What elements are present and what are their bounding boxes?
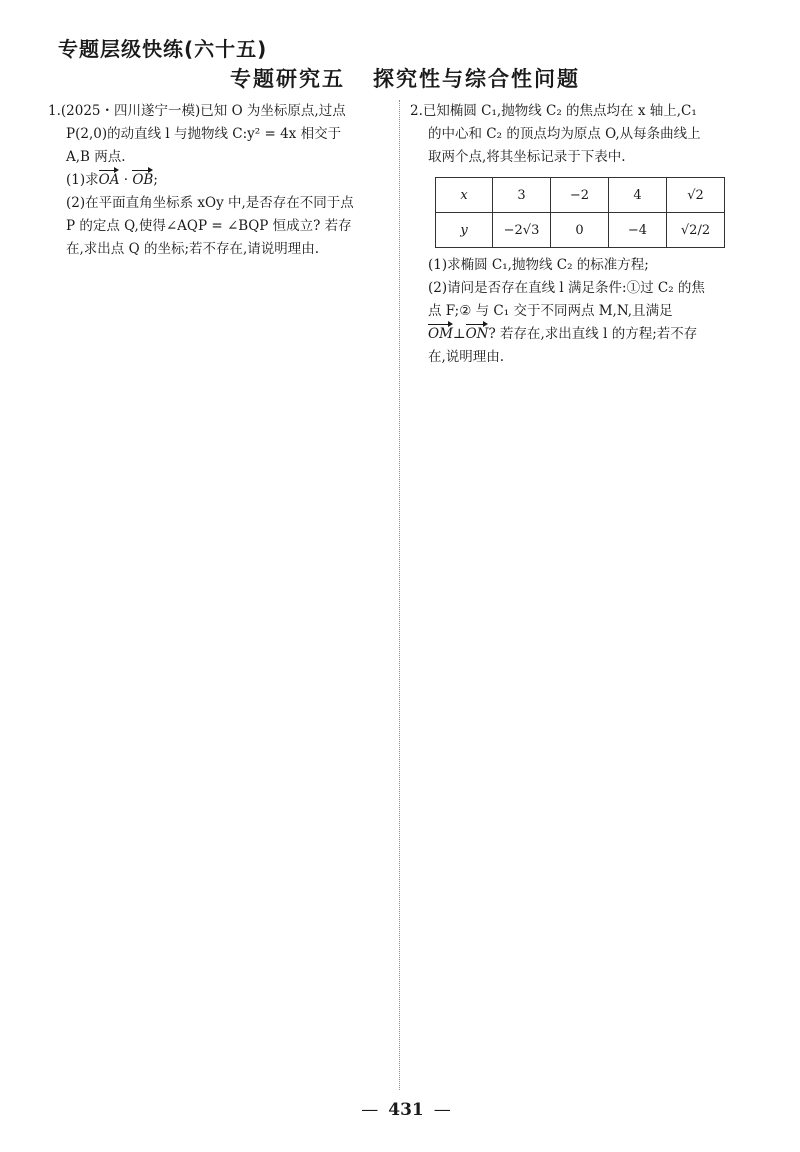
problem-2-intro-1: 已知椭圆 C₁,抛物线 C₂ 的焦点均在 x 轴上,C₁ [422,103,697,119]
problem-2 [410,100,765,369]
table-cell: √2 [667,178,725,213]
problem-1-intro-2: P(2,0)的动直线 l 与抛物线 C:y² = 4x 相交于 [66,126,342,142]
problem-1-part-2-line-1: (2)在平面直角坐标系 xOy 中,是否存在不同于点 [66,195,354,211]
problem-1-part-1 [48,169,388,192]
footer-dash-left: — [361,1100,379,1120]
problem-1 [48,100,388,261]
coordinate-table [435,177,725,248]
vector-on: ON [466,323,489,346]
problem-2-part-1: (1)求椭圆 C₁,抛物线 C₂ 的标准方程; [428,257,649,273]
dot-operator: · [119,172,133,188]
topic-name: 探究性与综合性问题 [373,67,580,91]
problem-1-number: 1. [48,103,61,119]
problem-2-part-2-line-1: (2)请问是否存在直线 l 满足条件:①过 C₂ 的焦 [428,280,705,296]
table-cell: 0 [551,213,609,248]
vector-om: OM [428,323,453,346]
vector-ob: OB [132,169,153,192]
problem-2-intro-2: 的中心和 C₂ 的顶点均为原点 O,从每条曲线上 [428,126,701,142]
page-footer [0,1100,800,1120]
problem-2-part-2-line-2: 点 F;② 与 C₁ 交于不同两点 M,N,且满足 [428,303,673,319]
part-1-prefix: (1)求 [66,172,99,188]
table-header-y: y [436,213,493,248]
table-cell: 3 [493,178,551,213]
page-number: 431 [388,1100,424,1120]
problem-1-intro-3: A,B 两点. [66,149,126,165]
column-divider [399,100,400,1090]
problem-1-part-2-line-3: 在,求出点 Q 的坐标;若不存在,请说明理由. [66,241,320,257]
problem-1-part-2-line-2: P 的定点 Q,使得∠AQP = ∠BQP 恒成立? 若存 [66,218,352,234]
perpendicular-symbol: ⊥ [452,326,466,342]
part-1-suffix: ; [153,172,158,188]
topic-number: 专题研究五 [230,67,345,91]
series-title: 专题层级快练(六十五) [58,37,268,61]
problem-2-number: 2. [410,103,423,119]
table-row-x [436,178,725,213]
problem-2-line-1 [410,100,765,123]
problem-1-intro-1: 已知 O 为坐标原点,过点 [200,103,346,119]
footer-dash-right: — [433,1100,451,1120]
problem-2-part-2-line-3 [410,323,765,346]
problem-2-part-2-last: 在,说明理由. [428,349,505,365]
problem-1-source: (2025・四川遂宁一模) [60,103,201,119]
problem-1-line-1 [48,100,388,123]
vector-oa: OA [99,169,120,192]
table-row-y [436,213,725,248]
table-header-x: x [436,178,493,213]
table-cell: −2 [551,178,609,213]
topic-title [0,63,800,93]
table-cell: √2/2 [667,213,725,248]
problem-2-intro-3: 取两个点,将其坐标记录于下表中. [428,149,626,165]
table-cell: −2√3 [493,213,551,248]
table-cell: −4 [609,213,667,248]
problem-2-part-2-tail: ? 若存在,求出直线 l 的方程;若不存 [488,326,698,342]
table-cell: 4 [609,178,667,213]
